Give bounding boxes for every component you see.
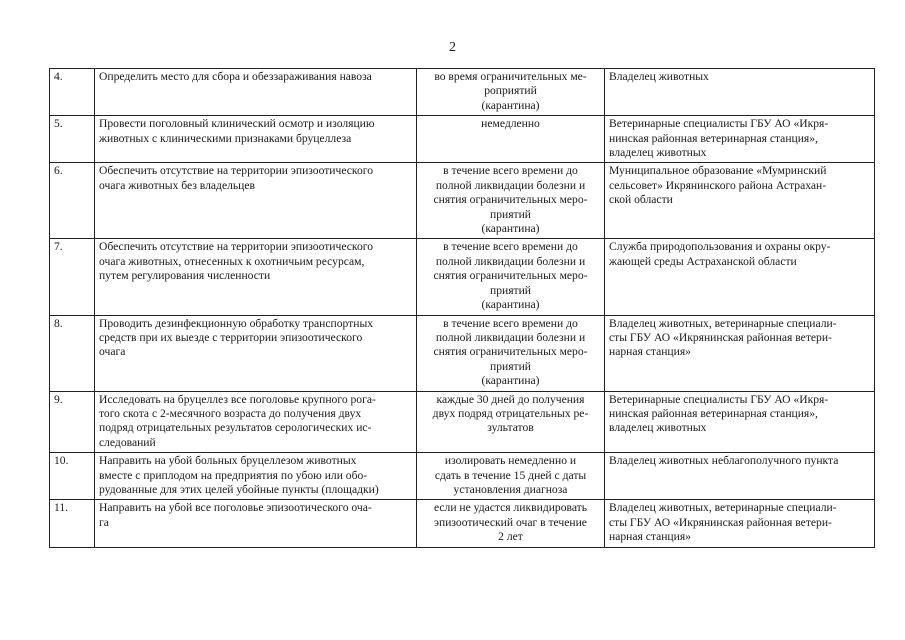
term-text (417, 163, 605, 239)
table-row (50, 239, 875, 315)
term-text-line: снятия ограничительных меро- (433, 345, 588, 359)
page-number: 2 (449, 40, 456, 55)
term-text (417, 116, 605, 163)
measure-text (95, 500, 417, 547)
term-text (417, 239, 605, 315)
responsible-text-line: Ветеринарные специалисты ГБУ АО «Икря- (609, 117, 829, 131)
measure-text-line: Направить на убой все поголовье эпизоотического оча- (99, 501, 372, 515)
table-row (50, 69, 875, 116)
term-text-line: если не удастся ликвидировать (433, 501, 588, 515)
term-text-line: двух подряд отрицательных ре- (432, 406, 589, 420)
measure-text-line: Обеспечить отсутствие на территории эпизоотического (99, 164, 374, 178)
measure-text-line: следований (99, 435, 156, 449)
measure-text-line: Определить место для сбора и обеззараживания навоза (99, 70, 372, 83)
responsible-text-line: Владелец животных, ветеринарные специали- (609, 316, 837, 330)
measure-text-line: очага животных, отнесенных к охотничьим ресурсам, (99, 254, 365, 268)
measure-text (95, 163, 417, 239)
measures-table (49, 68, 875, 548)
measure-text-line: очага (99, 345, 126, 359)
measure-text (95, 116, 417, 163)
row-number: 7. (50, 239, 95, 315)
row-number: 9. (50, 391, 95, 453)
term-text (417, 391, 605, 453)
responsible-text-line: Владелец животных, ветеринарные специали- (609, 501, 837, 515)
measure-text-line: средств при их выезде с территории эпизоотического (99, 330, 363, 344)
responsible-text-line: нарная станция» (609, 345, 691, 359)
term-text-line: во время ограничительных ме- (434, 70, 587, 83)
term-text-line: (карантина) (481, 98, 540, 112)
responsible-text-line: Ветеринарные специалисты ГБУ АО «Икря- (609, 392, 829, 406)
row-number: 8. (50, 315, 95, 391)
responsible-text-line: нинская районная ветеринарная станция», (609, 131, 818, 145)
measure-text-line: того скота с 2-месячного возраста до получения двух (99, 406, 362, 420)
term-text-line: сдать в течение 15 дней с даты (434, 468, 587, 482)
term-text-line: (карантина) (481, 374, 540, 388)
term-text-line: в течение всего времени до (443, 316, 578, 330)
responsible-text-line: нинская районная ветеринарная станция», (609, 406, 818, 420)
table-row (50, 453, 875, 500)
responsible-text (605, 500, 875, 547)
term-text-line: в течение всего времени до (443, 164, 578, 178)
row-number: 4. (50, 69, 95, 116)
measure-text-line: рудованные для этих целей убойные пункты (площадки) (99, 482, 379, 496)
term-text-line: установления диагноза (453, 482, 568, 496)
table-row (50, 163, 875, 239)
term-text-line: немедленно (481, 117, 540, 131)
responsible-text-line: Владелец животных (609, 70, 709, 83)
measure-text (95, 239, 417, 315)
responsible-text-line: жающей среды Астраханской области (609, 254, 797, 268)
term-text-line: эпизоотический очаг в течение (434, 515, 587, 529)
term-text-line: полной ликвидации болезни и (435, 330, 586, 344)
measures-table-body (50, 69, 875, 548)
term-text-line: приятий (489, 359, 531, 373)
table-row (50, 500, 875, 547)
term-text-line: изолировать немедленно и (444, 454, 577, 468)
responsible-text-line: владелец животных (609, 146, 707, 160)
responsible-text (605, 315, 875, 391)
responsible-text-line: сельсовет» Икрянинского района Астрахан- (609, 178, 827, 192)
row-number: 10. (50, 453, 95, 500)
measure-text-line: га (99, 515, 109, 529)
term-text-line: приятий (489, 207, 531, 221)
measure-text-line: Исследовать на бруцеллез все поголовье крупного рога- (99, 392, 376, 406)
term-text-line: в течение всего времени до (443, 240, 578, 254)
measure-text (95, 315, 417, 391)
term-text-line: приятий (489, 283, 531, 297)
term-text-line: 2 лет (498, 530, 523, 544)
responsible-text (605, 69, 875, 116)
term-text-line: (карантина) (481, 298, 540, 312)
measure-text-line: очага животных без владельцев (99, 178, 255, 192)
measure-text-line: животных с клиническими признаками бруцеллеза (99, 131, 352, 145)
table-row (50, 116, 875, 163)
measure-text-line: Направить на убой больных бруцеллезом животных (99, 454, 357, 468)
term-text (417, 315, 605, 391)
responsible-text-line: владелец животных (609, 421, 707, 435)
table-row (50, 315, 875, 391)
measure-text-line: Обеспечить отсутствие на территории эпизоотического (99, 240, 374, 254)
term-text-line: зультатов (487, 421, 534, 435)
term-text-line: роприятий (484, 84, 537, 98)
term-text (417, 69, 605, 116)
row-number: 5. (50, 116, 95, 163)
row-number: 6. (50, 163, 95, 239)
measure-text (95, 391, 417, 453)
term-text-line: полной ликвидации болезни и (435, 254, 586, 268)
responsible-text (605, 391, 875, 453)
responsible-text-line: Владелец животных неблагополучного пункта (609, 454, 839, 468)
measure-text (95, 453, 417, 500)
term-text (417, 453, 605, 500)
responsible-text-line: Служба природопользования и охраны окру- (609, 240, 831, 254)
responsible-text (605, 116, 875, 163)
responsible-text-line: сты ГБУ АО «Икрянинская районная ветери- (609, 515, 832, 529)
responsible-text-line: ской области (609, 193, 673, 207)
table-row (50, 391, 875, 453)
measure-text-line: Проводить дезинфекционную обработку транспортных (99, 316, 374, 330)
measure-text-line: вместе с приплодом на предприятия по убою или обо- (99, 468, 368, 482)
term-text (417, 500, 605, 547)
measure-text (95, 69, 417, 116)
responsible-text-line: сты ГБУ АО «Икрянинская районная ветери- (609, 330, 832, 344)
term-text-line: полной ликвидации болезни и (435, 178, 586, 192)
responsible-text (605, 163, 875, 239)
measure-text-line: подряд отрицательных результатов серологических ис- (99, 421, 372, 435)
measure-text-line: Провести поголовный клинический осмотр и изоляцию (99, 117, 375, 131)
responsible-text (605, 453, 875, 500)
term-text-line: каждые 30 дней до получения (436, 392, 585, 406)
measure-text-line: путем регулирования численности (99, 269, 271, 283)
term-text-line: снятия ограничительных меро- (433, 269, 588, 283)
term-text-line: (карантина) (481, 222, 540, 236)
term-text-line: снятия ограничительных меро- (433, 193, 588, 207)
responsible-text (605, 239, 875, 315)
row-number: 11. (50, 500, 95, 547)
responsible-text-line: нарная станция» (609, 530, 691, 544)
responsible-text-line: Муниципальное образование «Мумринский (609, 164, 827, 178)
